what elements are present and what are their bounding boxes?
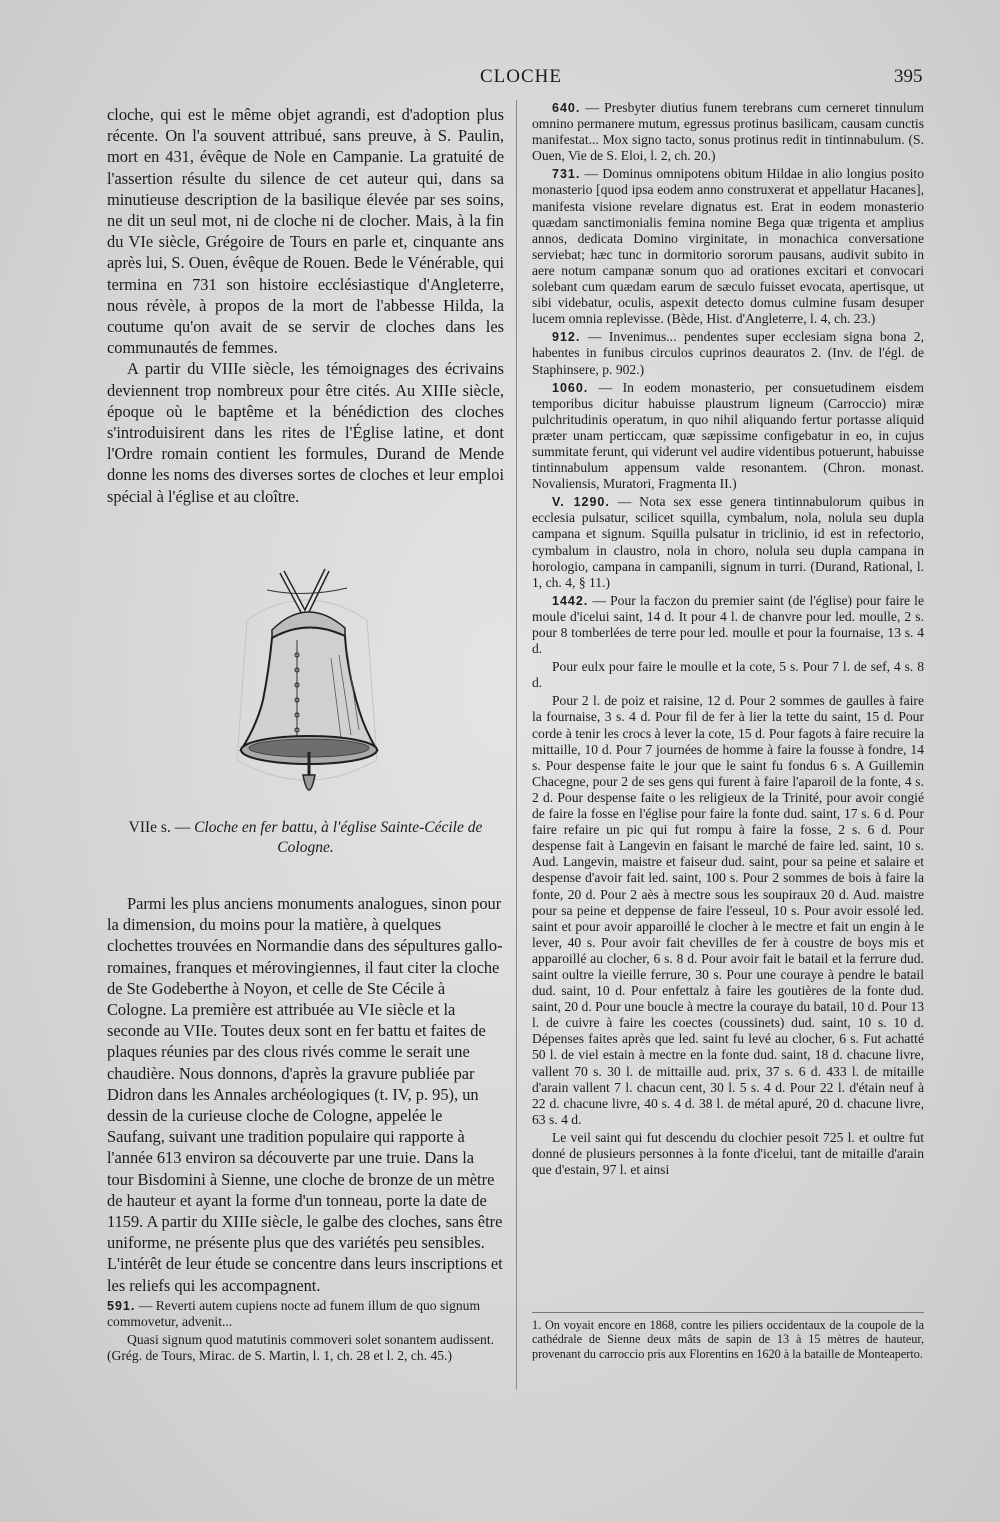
citation-year: 912.: [552, 330, 581, 345]
left-column: [107, 104, 504, 507]
running-head: CLOCHE: [480, 66, 562, 87]
citation-640: [532, 100, 924, 164]
citation-1442-c: Pour 2 l. de poiz et raisine, 12 d. Pour 2 sommes de gaulles à faire la fournaise, 3 s. 4 d. Pour fil de fer à lier la tette du saint, 15 d. Pour corde à tenir les crocs à lever la cote, 15 d. Pour fagots à faire recuire la mittaille, 10 d. Pour 7 journées de homme à faire la fousse à fondre, 14 s. Pour despense faite le jour que le saint fu fondus 6 s. A Guillemin Chacegne, pour 2 de ses gens qui furent à faire l'aparoil de la fonte, 4 s. 2 d. Pour despense faite o les religieux de la Trinité, pour avoir congié de faire la fosse en l'église pour faire la fonte dud. saint, 17 s. 6 d. Pour faire refaire un pic qui fut rompu à faire la fosse, 2 s. 6 d. Pour despense fait à Langevin en faisant le marché de faire led. saint, 10 s. Aud. Langevin, maistre et faiseur dud. saint, pour sa peine et salaire et despense d'avoir fait led. saint, 100 s. Pour 2 sommes de bois à faire la fonte, 20 d. Pour 2 aès à mectre sous les soupiraux 20 d. Aud. maistre pour sa peine et deppense de faire l'esseul, 10 s. Pour avoir essolé led. saint et pour avoir apparoillé le clocher à le mectre et fait un engin à le lever, 40 s. Pour avoir fait chevilles de fer à coustre de boys mis et apparoillé au clocher, 6 s. 8 d. Pour avoir fait le batail et la ferrure dud. saint oultre la vieille ferrure, 30 s. Pour une courayе à pendre le batail dud. saint, 10 d. Pour enfettalz à faire les goutières de la fonte dud. saint, 20 d. Pour une boucle à mectre la courayе du batail, 10 d. Pour 13 l. de cuivre à faire les coectes (coussinets) dud. saint, 10 s. 10 d. Dépenses faites après que led. saint fu levé au clocher, 6 s. Fut achatté 50 l. de viel estain à mectre en la fonte dud. saint, 18 d. chacune livre, vallent 70 s. 30 l. de mittaille aud. prix, 37 s. 6 d. 433 l. de mitaille d'arain vallent 7 l. chacun cent, 30 l. 5 s. 4 d. Pour 22 l. d'étain neuf à 22 d. chacune livre, 40 s. 4 d. 38 l. de métal apuré, 20 d. chacune livre, 63 s. 4 d.: [532, 693, 924, 1127]
citation-1442-b: Pour eulx pour faire le moulle et la cote, 5 s. Pour 7 l. de sef, 4 s. 8 d.: [532, 659, 924, 691]
right-column: [532, 100, 924, 1180]
citation-text: — Presbyter diutius funem terebrans cum cerneret tinnulum omnino permanere mutum, egressus protinus basilicam, causam cunctis manifestat... Mox signo tacto, sonus protinus redit in tintinnabulum. (S. Ouen, Vie de S. Eloi, l. 2, ch. 20.): [532, 100, 924, 164]
page-number: 395: [894, 66, 923, 87]
citation-text: — Nota sex esse genera tintinnabulorum quibus in ecclesia pulsatur, scilicet squilla, cymbalum, nola, nolula seu dupla campana et signum. Squilla pulsatur in triclinio, id est in refectorio, cymbalum in claustro, nola in choro, nolula seu dupla campana in horologio, campana in campanili, signum in turri. (Durand, Rational, l. 1, ch. 4, § 11.): [532, 494, 924, 590]
bell-figure: [107, 560, 504, 860]
citation-year: 640.: [552, 101, 581, 115]
citation-text-2: Quasi signum quod matutinis commoveri solet sonantem audissent. (Grég. de Tours, Mirac. de S. Martin, l. 1, ch. 28 et l. 2, ch. 45.): [107, 1332, 494, 1364]
footnote-rule: [532, 1312, 924, 1313]
caption-prefix: VIIe s. —: [128, 819, 191, 836]
citation-text: — Reverti autem cupiens nocte ad funem illum de quo signum commovetur, advenit...: [107, 1298, 481, 1330]
caption-text: Cloche en fer battu, à l'église Sainte-Cécile de Cologne.: [194, 819, 483, 856]
paragraph-2: A partir du VIIIe siècle, les témoignages des écrivains deviennent trop nombreux pour être cités. Au XIIIe siècle, époque où le baptême et la bénédiction des cloches s'introduisirent dans les rites de l'Église latine, et dont l'Ordre romain contient les formules, Durand de Mende donne les noms des diverses sortes de cloches et leur emploi spécial à l'église et au cloître.: [107, 359, 504, 506]
citation-1290: [532, 494, 924, 591]
figure-caption: [107, 818, 504, 858]
citation-year: 731.: [552, 167, 581, 182]
paragraph-1: cloche, qui est le même objet agrandi, est d'adoption plus récente. On l'a souvent attribué, sans preuve, à S. Paulin, mort en 431, évêque de Nole en Campanie. La gratuité de l'assertion résulte du silence de cet auteur qui, dans sa minutieuse description de la basilique élevée par ses soins, ne dit un seul mot, ni de cloche ni de clocher. Mais, à la fin du VIe siècle, Grégoire de Tours en parle et, cinquante ans après lui, S. Ouen, évêque de Rouen. Bede le Vénérable, qui termina en 731 son histoire ecclésiastique d'Angleterre, nous révèle, à propos de la mort de l'abbesse Hilda, la coutume qu'on avait de se servir de cloches dans les communautés de femmes.: [107, 105, 504, 358]
citation-text: — In eodem monasterio, per consuetudinem eisdem temporibus dicitur habuisse plaustrum ligneum (Carroccio) miræ pulchritudinis operatum, in quo nihil aliquando fertur portasse aliquid præter unam perticcam, quæ sæpissime configebatur in eo, in cujus summitate ferunt, qui viderunt vel audire videntibus potuerunt, habuisse tintinnabulum appensum valde resonantem. (Chron. monast. Novaliensis, Muratori, Fragmenta II.): [532, 379, 924, 492]
citation-year: 1442.: [552, 593, 589, 608]
citation-591: [107, 1298, 504, 1366]
paragraph-3: Parmi les plus anciens monuments analogues, sinon pour la dimension, du moins pour la matière, à quelques clochettes trouvées en Normandie dans des sépultures gallo-romaines, franques et mérovingiennes, il faut citer la cloche de Ste Godeberthe à Noyon, et celle de Ste Cécile à Cologne. La première est attribuée au VIe siècle et la seconde au VIIe. Toutes deux sont en fer battu et faites de plaques réunies par des clous rivés comme le serait une chaudière. Nous donnons, d'après la gravure publiée par Didron dans les Annales archéologiques (t. IV, p. 95), un dessin de la curieuse cloche de Cologne, appelée le Saufang, suivant une tradition populaire qui rapporte à l'année 613 environ sa découverte par une truie. Dans la tour Bisdomini à Sienne, une cloche de bronze de un mètre de hauteur et ayant la forme d'un tonneau, porte la date de 1159. A partir du XIIIe siècle, le galbe des cloches, sans être uniforme, ne présente plus que des variétés peu sensibles. L'intérêt de leur étude se concentre dans leurs inscriptions et les reliefs qui les accompagnent.: [107, 894, 503, 1295]
citation-1060: [532, 380, 924, 493]
citation-text: — Invenimus... pendentes super ecclesiam signa bona 2, habentes in funibus circulos cuprinos deauratos 2. (Inv. de l'égl. de Staphinsere, p. 902.): [532, 329, 924, 377]
citation-year: 591.: [107, 1299, 136, 1313]
citation-912: [532, 329, 924, 377]
page-header: [0, 66, 1000, 90]
citation-1442-d: Le veil saint qui fut descendu du clochier pesoit 725 l. et oultre fut donné de plusieurs personnes à la fonte d'icelui, tant de mitaille d'arain que d'estain, 97 l. et ainsi: [532, 1129, 924, 1178]
citation-text: — Dominus omnipotens obitum Hildae in alio longius posito monasterio [quod ipsa eodem anno construxerat et appellatur Hacanes], manifesta visione revelare dignatus est. Erat in eodem monasterio quædam sanctimonialis femina nomine Bega quæ trigenta et amplius annos, dedicata Domino virginitate, in monachica conversatione serviebat; hæc tunc in dormitorio sororum pausans, audivit subito in aere notum campanæ sonum quo ad orationes excitari et convocari solebant cum quædam earum de sæculo fuisset evocata, apertisque, ut sibi videbatur, oculis, aspexit detecto domus culmine fusam desuper lucem omnia replevisse. (Bède, Hist. d'Angleterre, l. 4, ch. 23.): [532, 166, 924, 327]
citation-text: — Pour la faczon du premier saint (de l'église) pour faire le moule d'icelui saint, 14 d. It pour 4 l. de chanvre pour led. moulle, 2 s. pour 8 tomberlées de terre pour led. moulle et pour la fournaise, 13 s. 4 d.: [532, 592, 924, 657]
column-divider: [516, 100, 517, 1390]
left-column-lower: [107, 893, 504, 1296]
footnote: 1. On voyait encore en 1868, contre les piliers occidentaux de la coupole de la cathédrale de Sienne deux mâts de sapin de 13 à 15 mètres de hauteur, provenant du carroccio pris aux Florentins en 1620 à la bataille de Monteaperto.: [532, 1318, 924, 1361]
bell-illustration: [227, 560, 387, 810]
citation-731: [532, 166, 924, 327]
citation-year: 1060.: [552, 380, 589, 395]
citation-1442: [532, 593, 924, 657]
citation-year: V. 1290.: [552, 495, 610, 510]
